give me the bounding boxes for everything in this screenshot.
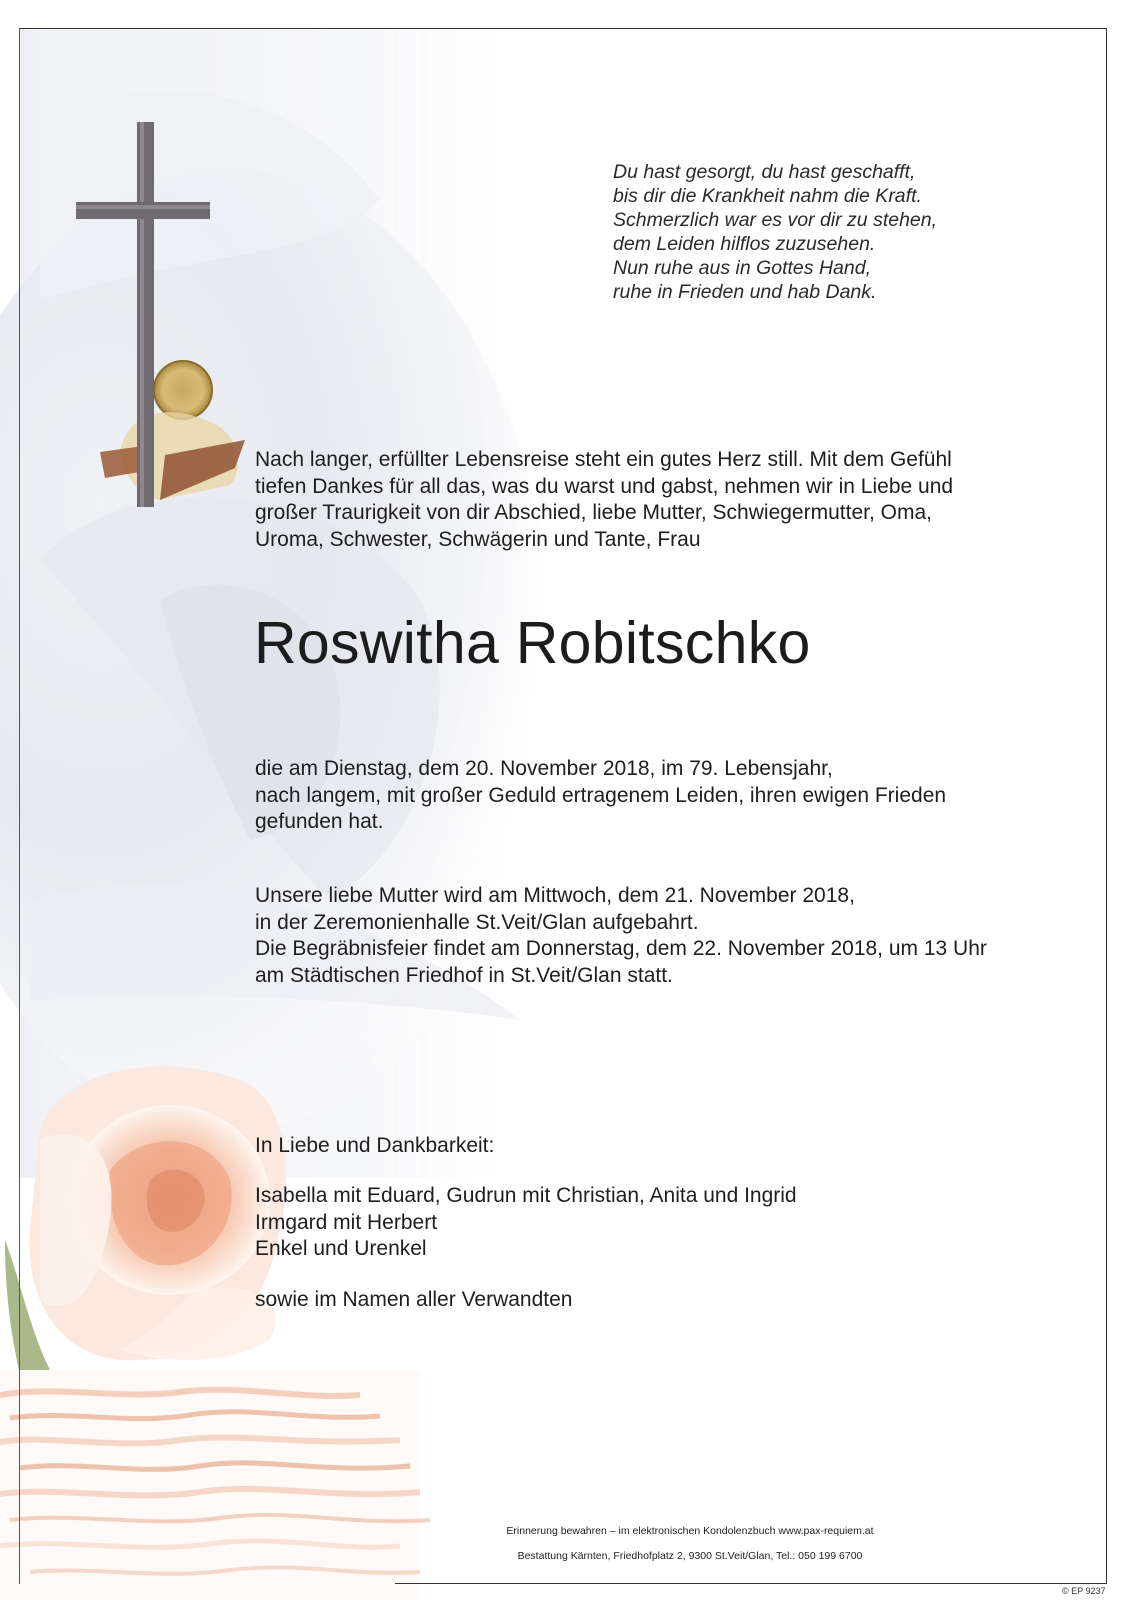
deceased-name: Roswitha Robitschko — [254, 610, 811, 676]
relatives-line: sowie im Namen aller Verwandten — [255, 1288, 573, 1311]
funeral-info — [255, 883, 987, 989]
poem-line: ruhe in Frieden und hab Dank. — [613, 281, 877, 303]
page-frame-bottom — [395, 1583, 1106, 1584]
family-line: Enkel und Urenkel — [255, 1237, 427, 1260]
poem-line: Du hast gesorgt, du hast geschafft, — [613, 161, 916, 183]
mourners-heading-text: In Liebe und Dankbarkeit: — [255, 1134, 495, 1157]
mourners-family — [255, 1183, 797, 1263]
poem-line: Schmerzlich war es vor dir zu stehen, — [613, 209, 938, 231]
footer-funeral-home: Bestattung Kärnten, Friedhofplatz 2, 9300 St.Veit/Glan, Tel.: 050 199 6700 — [517, 1550, 863, 1562]
funeral-info-line: am Städtischen Friedhof in St.Veit/Glan statt. — [255, 963, 673, 987]
document-code: © EP 9237 — [1062, 1586, 1106, 1596]
mourners-relatives — [255, 1287, 572, 1314]
intro-paragraph — [255, 447, 953, 553]
intro-line: Uroma, Schwester, Schwägerin und Tante, Frau — [255, 527, 701, 551]
intro-line: großer Traurigkeit von dir Abschied, liebe Mutter, Schwiegermutter, Oma, — [255, 501, 932, 524]
funeral-info-line: in der Zeremonienhalle St.Veit/Glan aufgebahrt. — [255, 910, 699, 934]
funeral-info-line: Die Begräbnisfeier findet am Donnerstag, dem 22. November 2018, um 13 Uhr — [255, 937, 987, 960]
funeral-info-line: Unsere liebe Mutter wird am Mittwoch, dem 21. November 2018, — [255, 884, 855, 907]
poem-line: Nun ruhe aus in Gottes Hand, — [613, 257, 871, 279]
poem-line: dem Leiden hilflos zuzusehen. — [613, 233, 876, 255]
family-line: Isabella mit Eduard, Gudrun mit Christian, Anita und Ingrid — [255, 1184, 797, 1207]
death-notice-line: die am Dienstag, dem 20. November 2018, im 79. Lebensjahr, — [255, 757, 833, 780]
family-line: Irmgard mit Herbert — [255, 1210, 438, 1234]
intro-line: tiefen Dankes für all das, was du warst und gabst, nehmen wir in Liebe und — [255, 474, 954, 498]
death-notice — [255, 756, 946, 836]
mourners-heading — [255, 1133, 494, 1160]
death-notice-line: nach langem, mit großer Geduld ertragenem Leiden, ihren ewigen Frieden — [255, 783, 947, 807]
intro-line: Nach langer, erfüllter Lebensreise steht ein gutes Herz still. Mit dem Gefühl — [255, 448, 952, 471]
death-notice-line: gefunden hat. — [255, 810, 384, 833]
poem-line: bis dir die Krankheit nahm die Kraft. — [613, 185, 922, 207]
poem — [613, 160, 1033, 304]
footer-condolence-link: Erinnerung bewahren – im elektronischen Kondolenzbuch www.pax-requiem.at — [506, 1525, 874, 1537]
